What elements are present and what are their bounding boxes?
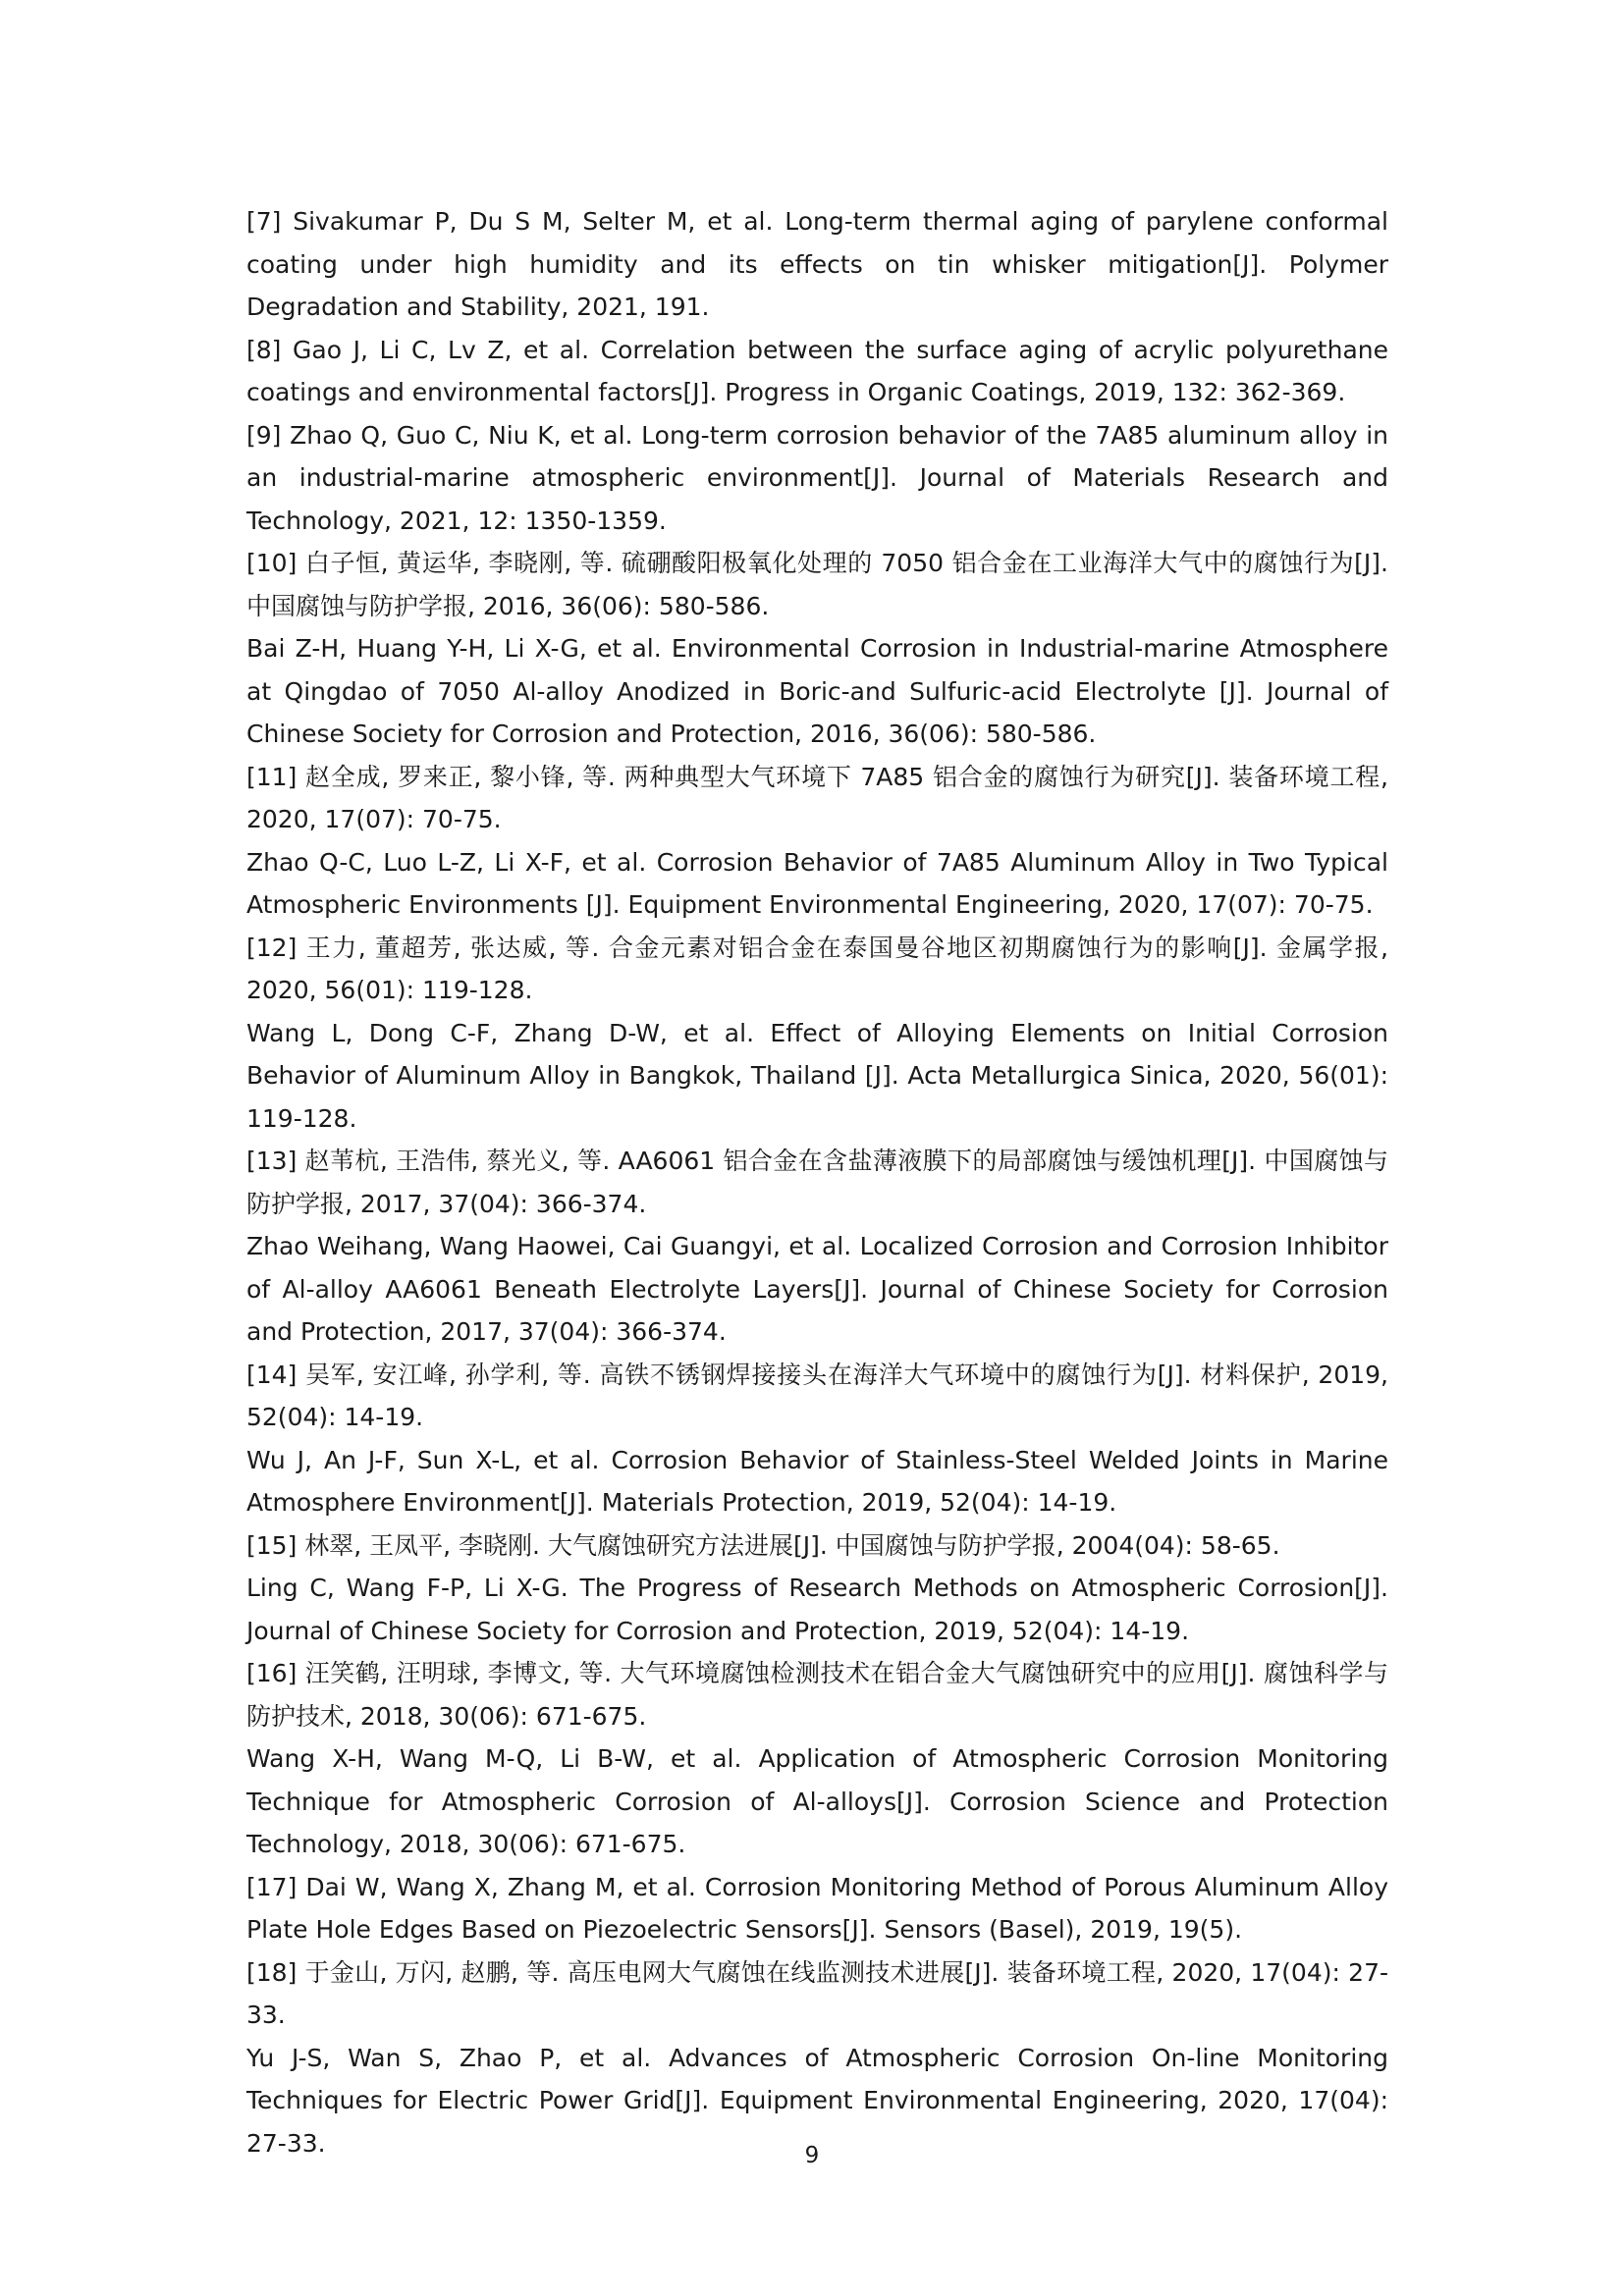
reference-13-chinese: [13] 赵苇杭, 王浩伟, 蔡光义, 等. AA6061 铝合金在含盐薄液膜下的局部腐蚀与缓蚀机理[J]. 中国腐蚀与防护学报, 2017, 37(04): 366-374. xyxy=(246,1147,1388,1218)
reference-18-chinese: [18] 于金山, 万闪, 赵鹏, 等. 高压电网大气腐蚀在线监测技术进展[J]. 装备环境工程, 2020, 17(04): 27-33. xyxy=(246,1957,1388,2029)
reference-12-chinese: [12] 王力, 董超芳, 张达威, 等. 合金元素对铝合金在泰国曼谷地区初期腐蚀行为的影响[J]. 金属学报, 2020, 56(01): 119-128. xyxy=(246,933,1388,1004)
reference-12-english: Wang L, Dong C-F, Zhang D-W, et al. Effect of Alloying Elements on Initial Corrosion Behavior of Aluminum Alloy in Bangkok, Thailand [J]. Acta Metallurgica Sinica, 2020, 56(01): 119-128. xyxy=(246,1018,1388,1133)
reference-10-english: Bai Z-H, Huang Y-H, Li X-G, et al. Environmental Corrosion in Industrial-marine Atmosphere at Qingdao of 7050 Al-alloy Anodized in Boric-and Sulfuric-acid Electrolyte [J]. Journal of Chinese Society for Corrosion and Protection, 2016, 36(06): 580-586. xyxy=(246,634,1388,748)
reference-15-english: Ling C, Wang F-P, Li X-G. The Progress of Research Methods on Atmospheric Corrosion[J]. Journal of Chinese Society for Corrosion and Protection, 2019, 52(04): 14-19. xyxy=(246,1574,1388,1645)
reference-7: [7] Sivakumar P, Du S M, Selter M, et al. Long-term thermal aging of parylene conformal coating under high humidity and its effects on tin whisker mitigation[J]. Polymer Degradation and Stability, 2021, 191. xyxy=(246,207,1388,321)
reference-16-english: Wang X-H, Wang M-Q, Li B-W, et al. Application of Atmospheric Corrosion Monitoring Technique for Atmospheric Corrosion of Al-alloys[J]. Corrosion Science and Protection Technology, 2018, 30(06): 671-675. xyxy=(246,1744,1388,1858)
reference-15-chinese: [15] 林翠, 王凤平, 李晓刚. 大气腐蚀研究方法进展[J]. 中国腐蚀与防护学报, 2004(04): 58-65. xyxy=(246,1530,1280,1560)
reference-18-english: Yu J-S, Wan S, Zhao P, et al. Advances of Atmospheric Corrosion On-line Monitoring Techniques for Electric Power Grid[J]. Equipment Environmental Engineering, 2020, 17(04): 27-33. xyxy=(246,2043,1388,2158)
reference-13-english: Zhao Weihang, Wang Haowei, Cai Guangyi, et al. Localized Corrosion and Corrosion Inhibitor of Al-alloy AA6061 Beneath Electrolyte Layers[J]. Journal of Chinese Society for Corrosion and Protection, 2017, 37(04): 366-374. xyxy=(246,1232,1388,1346)
reference-17: [17] Dai W, Wang X, Zhang M, et al. Corrosion Monitoring Method of Porous Aluminum Alloy Plate Hole Edges Based on Piezoelectric Sensors[J]. Sensors (Basel), 2019, 19(5). xyxy=(246,1872,1388,1944)
reference-9: [9] Zhao Q, Guo C, Niu K, et al. Long-term corrosion behavior of the 7A85 aluminum alloy in an industrial-marine atmospheric environment[J]. Journal of Materials Research and Technology, 2021, 12: 1350-1359. xyxy=(246,420,1388,535)
reference-11-english: Zhao Q-C, Luo L-Z, Li X-F, et al. Corrosion Behavior of 7A85 Aluminum Alloy in Two Typical Atmospheric Environments [J]. Equipment Environmental Engineering, 2020, 17(07): 70-75. xyxy=(246,847,1388,919)
reference-list xyxy=(246,200,1388,2164)
reference-16-chinese: [16] 汪笑鹤, 汪明球, 李博文, 等. 大气环境腐蚀检测技术在铝合金大气腐蚀研究中的应用[J]. 腐蚀科学与防护技术, 2018, 30(06): 671-675. xyxy=(246,1659,1388,1731)
reference-14-english: Wu J, An J-F, Sun X-L, et al. Corrosion Behavior of Stainless-Steel Welded Joints in Marine Atmosphere Environment[J]. Materials Protection, 2019, 52(04): 14-19. xyxy=(246,1445,1388,1517)
reference-11-chinese: [11] 赵全成, 罗来正, 黎小锋, 等. 两种典型大气环境下 7A85 铝合金的腐蚀行为研究[J]. 装备环境工程, 2020, 17(07): 70-75. xyxy=(246,762,1388,833)
reference-10-chinese: [10] 白子恒, 黄运华, 李晓刚, 等. 硫硼酸阳极氧化处理的 7050 铝合金在工业海洋大气中的腐蚀行为[J]. 中国腐蚀与防护学报, 2016, 36(06): 580-586. xyxy=(246,549,1388,620)
reference-8: [8] Gao J, Li C, Lv Z, et al. Correlation between the surface aging of acrylic polyurethane coatings and environmental factors[J]. Progress in Organic Coatings, 2019, 132: 362-369. xyxy=(246,335,1388,406)
reference-14-chinese: [14] 吴军, 安江峰, 孙学利, 等. 高铁不锈钢焊接接头在海洋大气环境中的腐蚀行为[J]. 材料保护, 2019, 52(04): 14-19. xyxy=(246,1360,1388,1431)
page-number: 9 xyxy=(804,2143,820,2168)
